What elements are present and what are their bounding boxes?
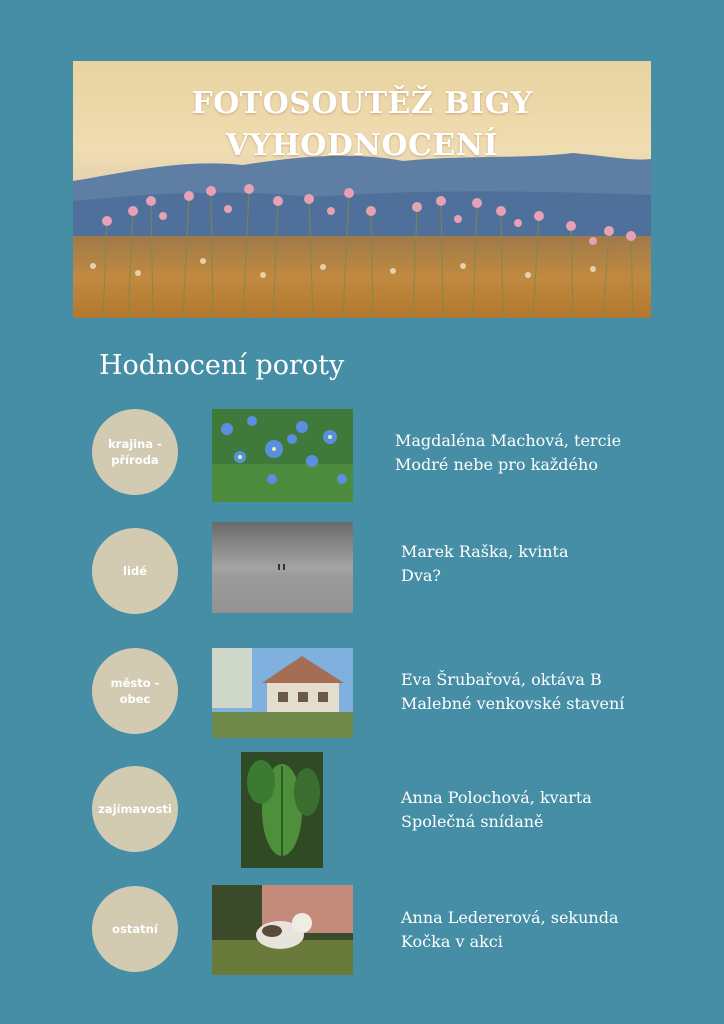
entry-caption xyxy=(401,540,569,588)
banner-title xyxy=(73,83,651,167)
entry-caption xyxy=(395,429,621,477)
banner-title-line1: FOTOSOUTĚŽ BIGY xyxy=(191,86,533,121)
entry-title: Kočka v akci xyxy=(401,932,503,951)
entry-author: Marek Raška, kvinta xyxy=(401,542,569,561)
category-badge: zajímavosti xyxy=(92,766,178,852)
photo-cat xyxy=(212,885,353,975)
photo-two-people xyxy=(212,522,353,613)
photo-caterpillar-leaf xyxy=(241,752,323,868)
category-badge: krajina - příroda xyxy=(92,409,178,495)
category-badge: lidé xyxy=(92,528,178,614)
entry-caption xyxy=(401,668,624,716)
entry-author: Anna Polochová, kvarta xyxy=(401,788,592,807)
category-badge: ostatní xyxy=(92,886,178,972)
banner-title-line2: VYHODNOCENÍ xyxy=(225,128,499,163)
photo-blue-flowers xyxy=(212,409,353,502)
banner xyxy=(73,61,651,318)
entry-author: Eva Šrubařová, oktáva B xyxy=(401,670,602,689)
entry-author: Magdaléna Machová, tercie xyxy=(395,431,622,450)
entry-title: Malebné venkovské stavení xyxy=(401,694,625,713)
entry-title: Modré nebe pro každého xyxy=(395,455,598,474)
photo-country-house xyxy=(212,648,353,738)
entry-author: Anna Ledererová, sekunda xyxy=(401,908,619,927)
section-heading: Hodnocení poroty xyxy=(99,350,345,381)
entry-caption xyxy=(401,906,619,954)
entry-title: Dva? xyxy=(401,566,441,585)
category-badge: město - obec xyxy=(92,648,178,734)
entry-title: Společná snídaně xyxy=(401,812,544,831)
entry-caption xyxy=(401,786,592,834)
